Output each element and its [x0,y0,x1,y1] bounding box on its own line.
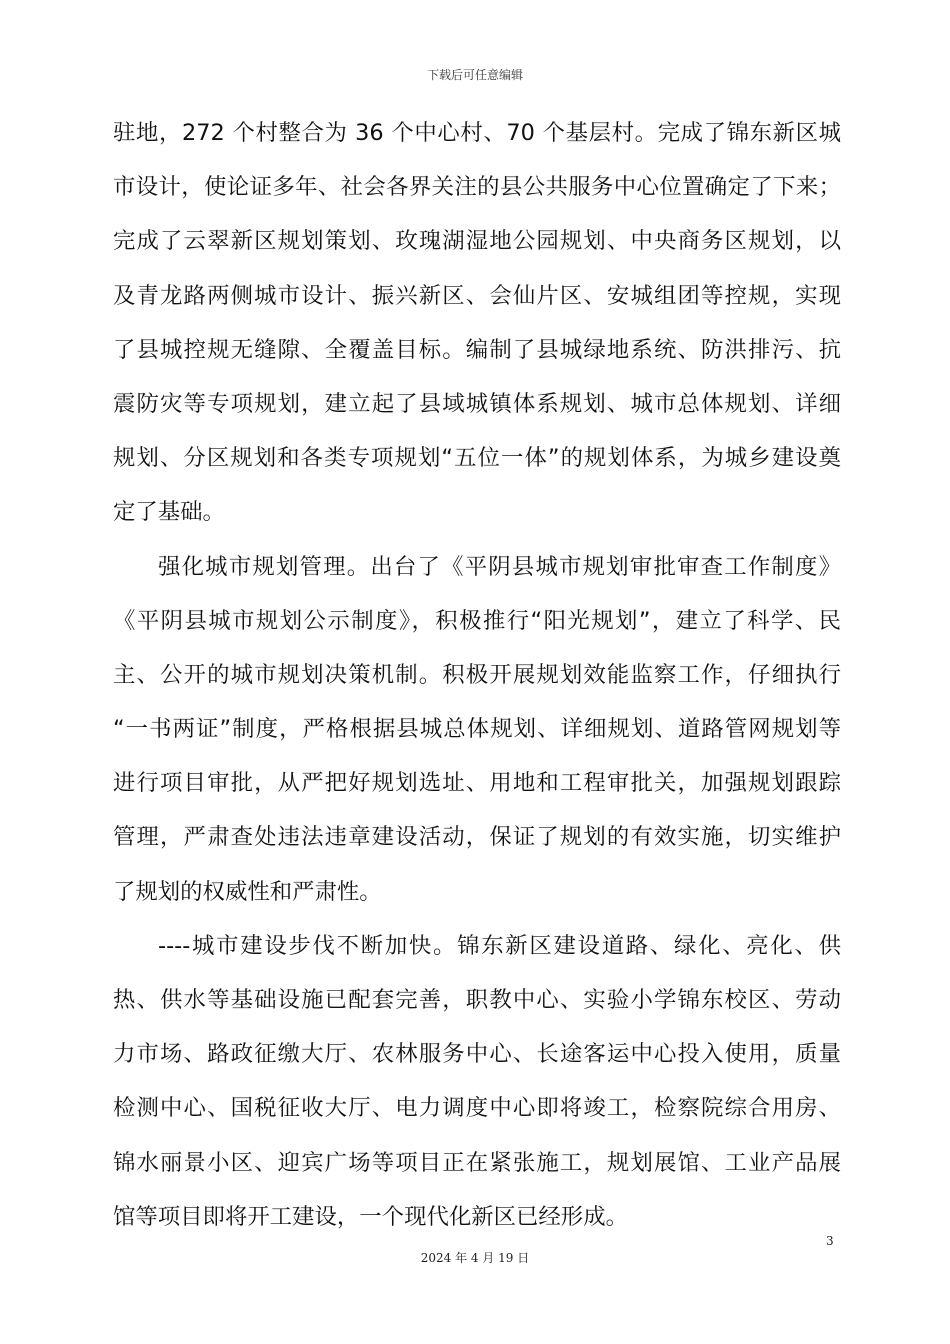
text-line: 馆等项目即将开工建设，一个现代化新区已经形成。 [113,1203,628,1230]
text-line: ----城市建设步伐不断加快。锦东新区建设道路、绿化、亮化、供 [158,932,841,959]
text-line: 强化城市规划管理。出台了《平阴县城市规划审批审查工作制度》 [158,553,841,580]
page-header: 下载后可任意编辑 [426,68,523,82]
page-number: 3 [826,1234,834,1248]
text-line: 完成了云翠新区规划策划、玫瑰湖湿地公园规划、中央商务区规划，以 [113,228,841,255]
document-body [113,106,841,1244]
footer-date: 2024 年 4 月 19 日 [420,1251,530,1265]
text-line: “一书两证”制度，严格根据县城总体规划、详细规划、道路管网规划等 [113,716,841,743]
text-line: 热、供水等基础设施已配套完善，职教中心、实验小学锦东校区、劳动 [113,987,841,1013]
text-line: 及青龙路两侧城市设计、振兴新区、会仙片区、安城组团等控规，实现 [113,282,841,309]
paragraph [113,919,841,1244]
text-line: 规划、分区规划和各类专项规划“五位一体”的规划体系，为城乡建设奠 [113,445,841,472]
paragraph [113,540,841,919]
text-line: 主、公开的城市规划决策机制。积极开展规划效能监察工作，仔细执行 [113,661,841,688]
paragraph [113,106,841,540]
text-line: 检测中心、国税征收大厅、电力调度中心即将竣工，检察院综合用房、 [113,1095,841,1122]
text-line: 震防灾等专项规划，建立起了县域城镇体系规划、城市总体规划、详细 [113,390,841,417]
text-line: 定了基础。 [113,499,225,526]
text-line: 《平阴县城市规划公示制度》，积极推行“阳光规划”，建立了科学、民 [113,607,841,634]
text-line: 力市场、路政征缴大厅、农林服务中心、长途客运中心投入使用，质量 [113,1041,841,1068]
text-line: 驻地，272 个村整合为 36 个中心村、70 个基层村。完成了锦东新区城 [113,120,841,146]
text-line: 进行项目审批，从严把好规划选址、用地和工程审批关，加强规划跟踪 [113,770,841,797]
text-line: 了县城控规无缝隙、全覆盖目标。编制了县城绿地系统、防洪排污、抗 [113,336,841,363]
text-line: 管理，严肃查处违法违章建设活动，保证了规划的有效实施，切实维护 [113,824,841,851]
text-line: 锦水丽景小区、迎宾广场等项目正在紧张施工，规划展馆、工业产品展 [113,1149,841,1176]
text-line: 市设计，使论证多年、社会各界关注的县公共服务中心位置确定了下来； [113,174,841,201]
text-line: 了规划的权威性和严肃性。 [113,878,382,905]
